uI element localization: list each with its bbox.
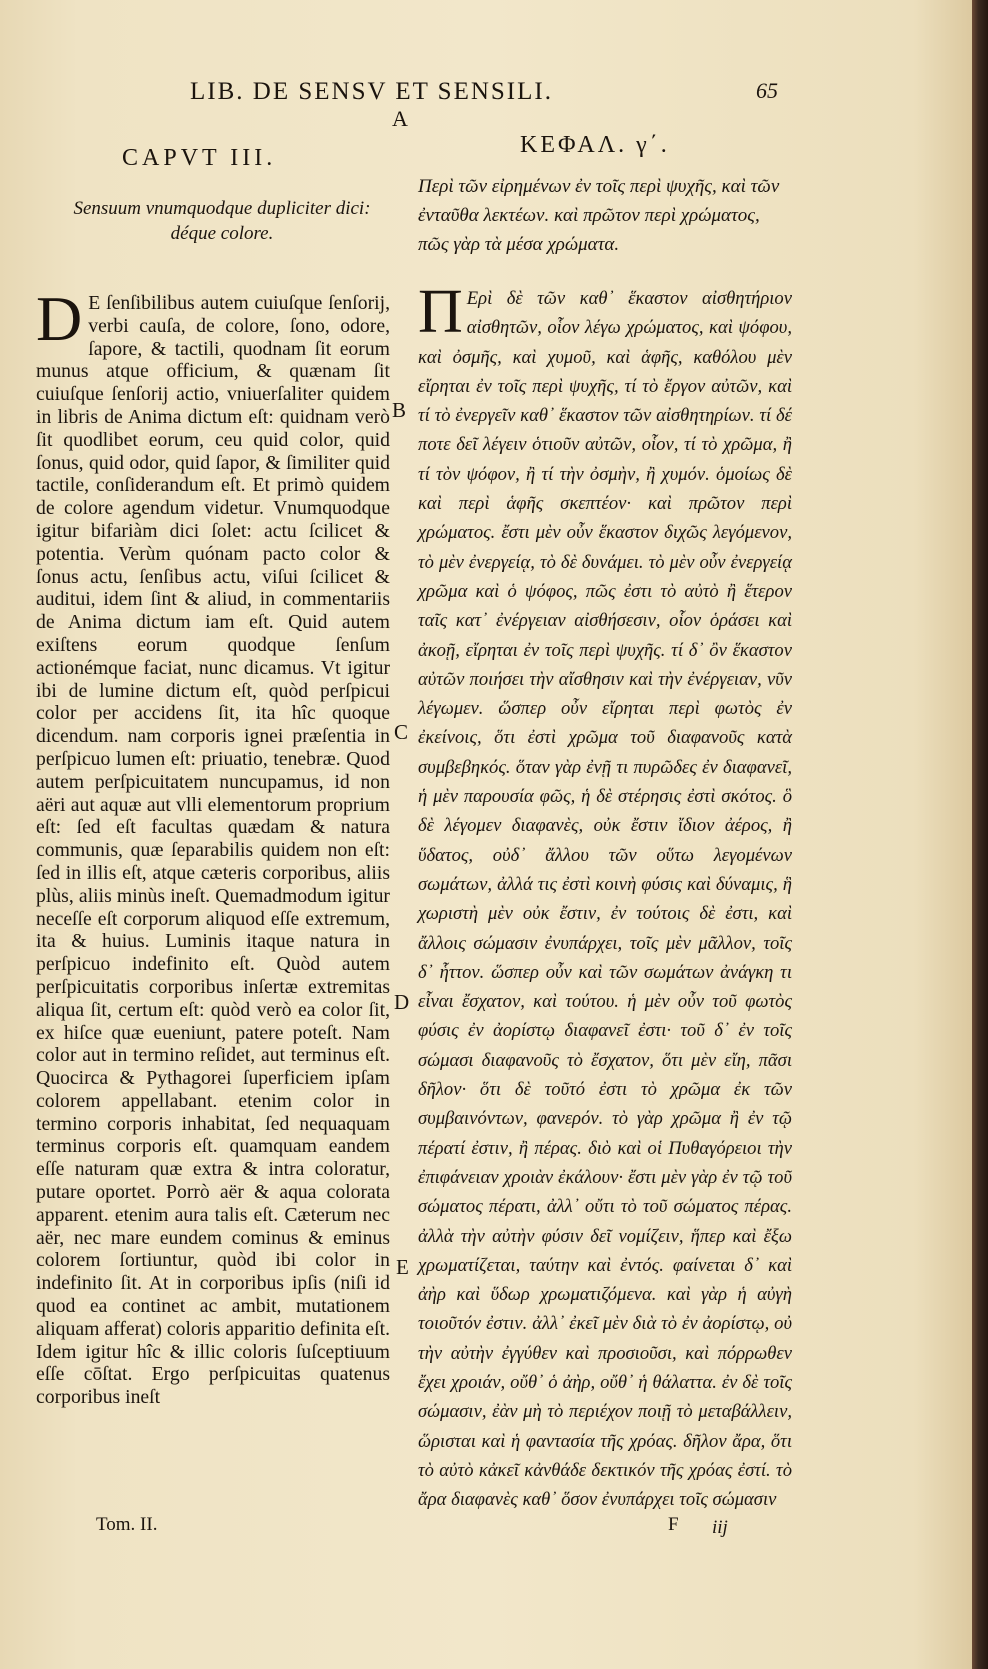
section-marker-d: D (394, 990, 410, 1014)
latin-drop-cap: D (36, 283, 83, 354)
latin-chapter-summary: Sensuum vnumquodque dupliciter dici: déque colore. (73, 198, 371, 244)
greek-chapter-heading: ΚΕΦΑΛ. γ΄. (520, 132, 670, 158)
greek-drop-cap: Π (418, 278, 463, 346)
book-edge (972, 0, 988, 1669)
section-marker-b: B (392, 398, 407, 422)
latin-body-text: E ſenſibilibus autem cuiuſque ſenſorij, verbi cauſa, de colore, ſono, odore, ſapore, & tactili, quodnam ſit eorum munus atque officium, & quænam ſit cuiuſque ſenſorij actio, vniuerſaliter quidem in libris de Anima dictum eſt: quidnam verò ſit quodlibet eorum, ceu quid color, quid ſonus, quid odor, quid ſapor, & ſimiliter quid tactile, conſiderandum eſt. Et primò quidem de colore agendum videtur. Vnumquodque igitur bifariàm dici ſolet: actu ſcilicet & potentia. Verùm quónam pacto color & ſonus actu, ſenſibus actu, viſui ſcilicet & auditui, idem ſint & aliud, in commentariis de Anima dictum iam eſt. Quid autem exiſtens eorum quodque ſenſum actionémque faciat, nunc dicamus. Vt igitur ibi de lumine dictum eſt, quòd perſpicui color per accidens ſit, ita hîc quoque dicendum. nam corporis ignei præſentia in perſpicuo lumen eſt: priuatio, tenebræ. Quod autem perſpicuitatem nuncupamus, id non aëri aut aquæ aut vlli elementorum proprium eſt: ſed eſt facultas quædam & natura communis, quæ ſeparabilis quidem non eſt: ſed in illis eſt, atque cæteris corporibus, aliis plùs, aliis minùs ineſt. Quemadmodum igitur neceſſe eſt corporum aliquod eſſe extremum, ita & huius. Luminis itaque natura in perſpicuo indefinito eſt. Quòd autem perſpicuitatis corporibus inſertæ extremitas aliqua ſit, certum eſt: quòd verò ea color ſit, ex hiſce quæ eueniunt, patere poteſt. Nam color aut in termino reſidet, aut terminus eſt. Quocirca & Pythagorei ſuperficiem ipſam colorem appellabant. etenim color in termino corporis inhabitat, ſed nequaquam terminus corporis eſt. quamquam eandem eſſe naturam quæ extra & intra coloratur, putare oportet. Porrò aër & aqua colorata apparent. etenim aura talis eſt. Cæterum nec aër, nec mare eundem cominus & eminus colorem ſortiuntur, quòd ibi color in indefinito ſit. At in corporibus ipſis (niſi id quod ea continet ac ambit, mutationem aliquam afferat) coloris apparitio definita eſt. Idem igitur hîc & illic coloris ſuſceptiuum eſſe cōſtat. Ergo perſpicuitas quatenus corporibus ineſt (36, 292, 390, 1409)
greek-chapter-summary: Περὶ τῶν εἰρημένων ἐν τοῖς περὶ ψυχῆς, καὶ τῶν ἐνταῦθα λεκτέων. καὶ πρῶτον περὶ χρώματος, πῶς γὰρ τὰ μέσα χρώματα. (418, 176, 780, 255)
greek-text-column (418, 278, 792, 1514)
section-marker-e: E (396, 1255, 409, 1279)
latin-chapter-heading: CAPVT III. (122, 145, 277, 171)
signature-mark: F (668, 1514, 679, 1535)
section-marker-c: C (394, 720, 409, 744)
tome-label: Tom. II. (96, 1514, 158, 1535)
section-marker-a: A (392, 106, 408, 131)
folio-mark: iij (712, 1517, 728, 1538)
page-number: 65 (756, 78, 778, 103)
running-head: LIB. DE SENSV ET SENSILI. (190, 78, 553, 105)
greek-body-text: Ερὶ δὲ τῶν καθ᾽ ἕκαστον αἰσθητήριον αἰσθητῶν, οἷον λέγω χρώματος, καὶ ψόφου, καὶ ὀσμῆς, καὶ χυμοῦ, καὶ ἁφῆς, καθόλου μὲν εἴρηται ἐν τοῖς περὶ ψυχῆς, τί τὸ ἔργον αὐτῶν, καὶ τί τὸ ἐνεργεῖν καθ᾽ ἕκαστον τῶν αἰσθητηρίων. τί δέ ποτε δεῖ λέγειν ὁτιοῦν αὐτῶν, οἷον, τί τὸ χρῶμα, ἢ τί τὸν ψόφον, ἢ τί τὴν ὀσμὴν, ἢ χυμόν. ὁμοίως δὲ καὶ περὶ ἁφῆς σκεπτέον· καὶ πρῶτον περὶ χρώματος. ἔστι μὲν οὖν ἕκαστον διχῶς λεγόμενον, τὸ μὲν ἐνεργείᾳ, τὸ δὲ δυνάμει. τὸ μὲν οὖν ἐνεργείᾳ χρῶμα καὶ ὁ ψόφος, πῶς ἐστι τὸ αὐτὸ ἢ ἕτερον ταῖς κατ᾽ ἐνέργειαν αἰσθήσεσιν, οἷον ὁράσει καὶ ἀκοῇ, εἴρηται ἐν τοῖς περὶ ψυχῆς. τί δ᾽ ὂν ἕκαστον αὐτῶν ποιήσει τὴν αἴσθησιν καὶ τὴν ἐνέργειαν, νῦν λέγωμεν. ὥσπερ οὖν εἴρηται περὶ φωτὸς ἐν ἐκείνοις, ὅτι ἐστὶ χρῶμα τοῦ διαφανοῦς κατὰ συμβεβηκός. ὅταν γὰρ ἐνῇ τι πυρῶδες ἐν διαφανεῖ, ἡ μὲν παρουσία φῶς, ἡ δὲ στέρησις ἐστὶ σκότος. ὃ δὲ λέγομεν διαφανὲς, οὐκ ἔστιν ἴδιον ἀέρος, ἢ ὕδατος, οὐδ᾽ ἄλλου τῶν οὕτω λεγομένων σωμάτων, ἀλλά τις ἐστὶ κοινὴ φύσις καὶ δύναμις, ἣ χωριστὴ μὲν οὐκ ἔστιν, ἐν τούτοις δὲ ἐστι, καὶ ἄλλοις σώμασιν ἐνυπάρχει, τοῖς μὲν μᾶλλον, τοῖς δ᾽ ἧττον. ὥσπερ οὖν καὶ τῶν σωμάτων ἀνάγκη τι εἶναι ἔσχατον, καὶ τούτου. ἡ μὲν οὖν τοῦ φωτὸς φύσις ἐν ἀορίστῳ διαφανεῖ ἐστι· τοῦ δ᾽ ἐν τοῖς σώμασι διαφανοῦς τὸ ἔσχατον, ὅτι μὲν εἴη, πᾶσι δῆλον· ὅτι δὲ τοῦτό ἐστι τὸ χρῶμα ἐκ τῶν συμβαινόντων, φανερόν. τὸ γὰρ χρῶμα ἢ ἐν τῷ πέρατί ἐστιν, ἢ πέρας. διὸ καὶ οἱ Πυθαγόρειοι τὴν ἐπιφάνειαν χροιὰν ἐκάλουν· ἔστι μὲν γὰρ ἐν τῷ τοῦ σώματος πέρατι, ἀλλ᾽ οὔτι τὸ τοῦ σώματος πέρας. ἀλλὰ τὴν αὐτὴν φύσιν δεῖ νομίζειν, ἥπερ καὶ ἔξω χρωματίζεται, ταύτην καὶ ἐντός. φαίνεται δ᾽ καὶ ἀὴρ καὶ ὕδωρ χρωματιζόμενα. καὶ γὰρ ἡ αὐγὴ τοιοῦτόν ἐστιν. ἀλλ᾽ ἐκεῖ μὲν διὰ τὸ ἐν ἀορίστῳ, οὐ τὴν αὐτὴν ἐγγύθεν καὶ προσιοῦσι, καὶ πόρρωθεν ἔχει χροιάν, οὔθ᾽ ὁ ἀὴρ, οὔθ᾽ ἡ θάλαττα. ἐν δὲ τοῖς σώμασιν, ἐὰν μὴ τὸ περιέχον ποιῇ τὸ μεταβάλλειν, ὥρισται καὶ ἡ φαντασία τῆς χρόας. δῆλον ἄρα, ὅτι τὸ αὐτὸ κἀκεῖ κἀνθάδε δεκτικόν τῆς χρόας ἐστί. τὸ ἄρα διαφανὲς καθ᾽ ὅσον ἐνυπάρχει τοῖς σώμασιν (418, 288, 792, 1511)
latin-text-column (36, 283, 390, 1409)
